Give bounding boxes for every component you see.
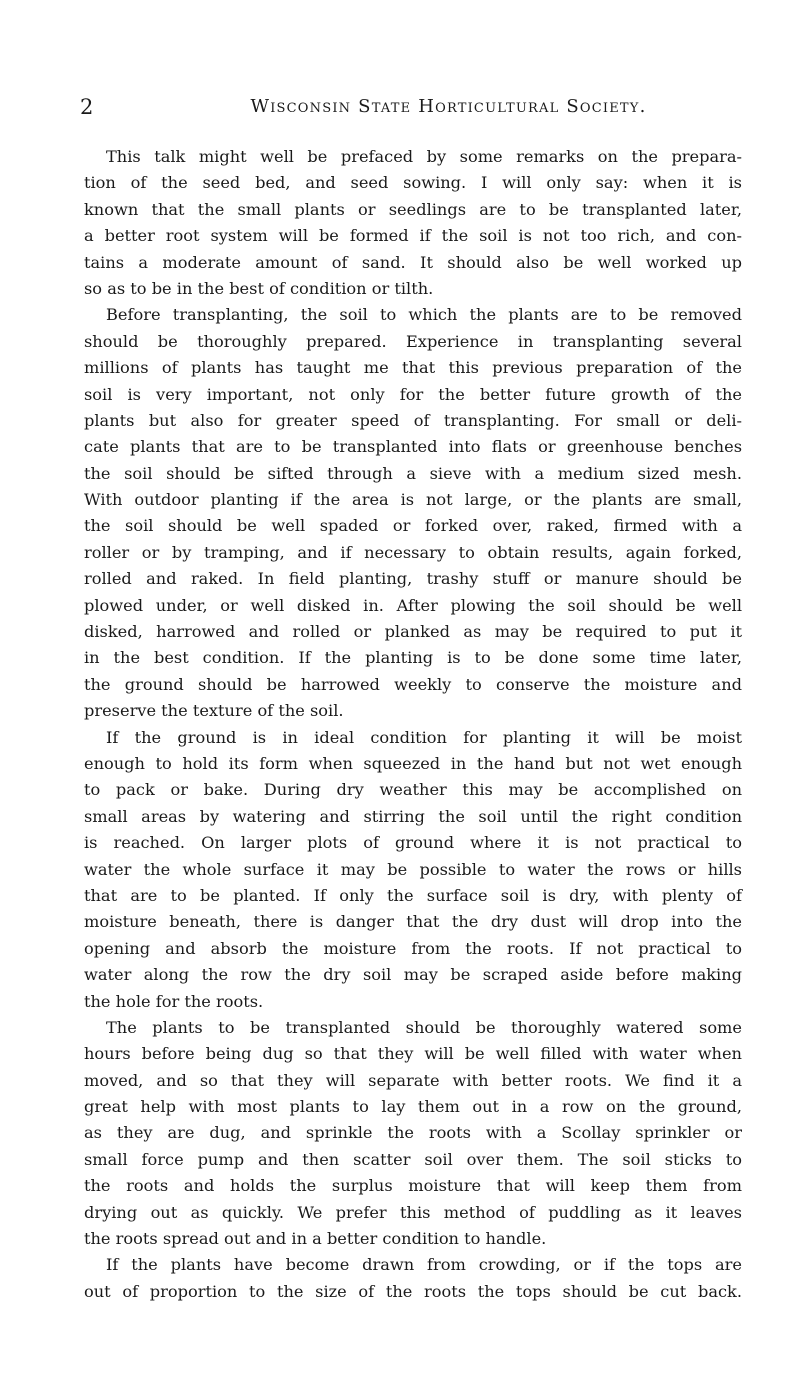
text-line: a better root system will be formed if the soil is not too rich, and con- bbox=[84, 226, 742, 246]
text-line: roller or by tramping, and if necessary to obtain results, again forked, bbox=[84, 542, 742, 562]
text-line: cate plants that are to be transplanted into flats or greenhouse benches bbox=[84, 437, 742, 457]
text-line: rolled and raked. In field planting, trashy stuff or manure should be bbox=[84, 569, 742, 589]
text-line: the roots spread out and in a better condition to handle. bbox=[84, 1229, 547, 1249]
text-line: preserve the texture of the soil. bbox=[84, 701, 344, 721]
text-line: This talk might well be prefaced by some remarks on the prepara- bbox=[106, 147, 742, 166]
paragraph bbox=[84, 1015, 742, 1253]
text-line: the soil should be sifted through a sieve with a medium sized mesh. bbox=[84, 463, 742, 483]
text-line: great help with most plants to lay them out in a row on the ground, bbox=[84, 1097, 742, 1117]
page-number: 2 bbox=[80, 95, 94, 119]
text-line: the soil should be well spaded or forked over, raked, firmed with a bbox=[84, 516, 742, 536]
paragraph bbox=[84, 725, 742, 1015]
text-line: If the ground is in ideal condition for planting it will be moist bbox=[106, 727, 742, 747]
text-line: disked, harrowed and rolled or planked as may be required to put it bbox=[84, 622, 742, 642]
text-line: should be thoroughly prepared. Experience in transplanting several bbox=[84, 331, 742, 351]
text-line: moved, and so that they will separate with better roots. We find it a bbox=[84, 1070, 742, 1090]
paragraph bbox=[84, 1252, 742, 1305]
text-line: drying out as quickly. We prefer this method of puddling as it leaves bbox=[84, 1202, 742, 1222]
text-line: Before transplanting, the soil to which the plants are to be removed bbox=[106, 305, 742, 325]
text-line: opening and absorb the moisture from the roots. If not practical to bbox=[84, 938, 742, 958]
document-body bbox=[84, 144, 742, 1305]
text-line: With outdoor planting if the area is not large, or the plants are small, bbox=[84, 490, 742, 510]
text-line: millions of plants has taught me that this previous preparation of the bbox=[84, 358, 742, 378]
text-line: water along the row the dry soil may be scraped aside before making bbox=[84, 965, 742, 985]
text-line: moisture beneath, there is danger that the dry dust will drop into the bbox=[84, 912, 742, 932]
text-line: tion of the seed bed, and seed sowing. I will only say: when it is bbox=[84, 173, 742, 193]
running-head: Wisconsin State Horticultural Society. bbox=[250, 96, 647, 117]
text-line: so as to be in the best of condition or tilth. bbox=[84, 278, 434, 298]
text-line: known that the small plants or seedlings are to be transplanted later, bbox=[84, 199, 742, 219]
text-line: the roots and holds the surplus moisture that will keep them from bbox=[84, 1176, 742, 1196]
paragraph bbox=[84, 302, 742, 724]
text-line: that are to be planted. If only the surface soil is dry, with plenty of bbox=[84, 885, 742, 905]
text-line: hours before being dug so that they will be well filled with water when bbox=[84, 1044, 742, 1064]
text-line: is reached. On larger plots of ground where it is not practical to bbox=[84, 833, 742, 853]
text-line: as they are dug, and sprinkle the roots with a Scollay sprinkler or bbox=[84, 1123, 742, 1143]
text-line: If the plants have become drawn from crowding, or if the tops are bbox=[106, 1255, 742, 1275]
text-line: the ground should be harrowed weekly to conserve the moisture and bbox=[84, 674, 742, 694]
text-line: small areas by watering and stirring the soil until the right condition bbox=[84, 806, 742, 826]
text-line: water the whole surface it may be possible to water the rows or hills bbox=[84, 859, 742, 879]
text-line: plants but also for greater speed of transplanting. For small or deli- bbox=[84, 410, 742, 430]
text-line: enough to hold its form when squeezed in the hand but not wet enough bbox=[84, 753, 742, 773]
text-line: The plants to be transplanted should be thoroughly watered some bbox=[106, 1017, 742, 1037]
text-line: soil is very important, not only for the better future growth of the bbox=[84, 384, 742, 404]
text-line: the hole for the roots. bbox=[84, 991, 264, 1011]
text-line: tains a moderate amount of sand. It should also be well worked up bbox=[84, 252, 742, 272]
paragraph bbox=[84, 144, 742, 302]
text-line: plowed under, or well disked in. After plowing the soil should be well bbox=[84, 595, 742, 615]
page-header bbox=[80, 90, 740, 124]
text-line: small force pump and then scatter soil over them. The soil sticks to bbox=[84, 1149, 742, 1169]
text-line: out of proportion to the size of the roots the tops should be cut back. bbox=[84, 1281, 742, 1301]
text-line: to pack or bake. During dry weather this may be accomplished on bbox=[84, 780, 742, 800]
text-line: in the best condition. If the planting is to be done some time later, bbox=[84, 648, 742, 668]
